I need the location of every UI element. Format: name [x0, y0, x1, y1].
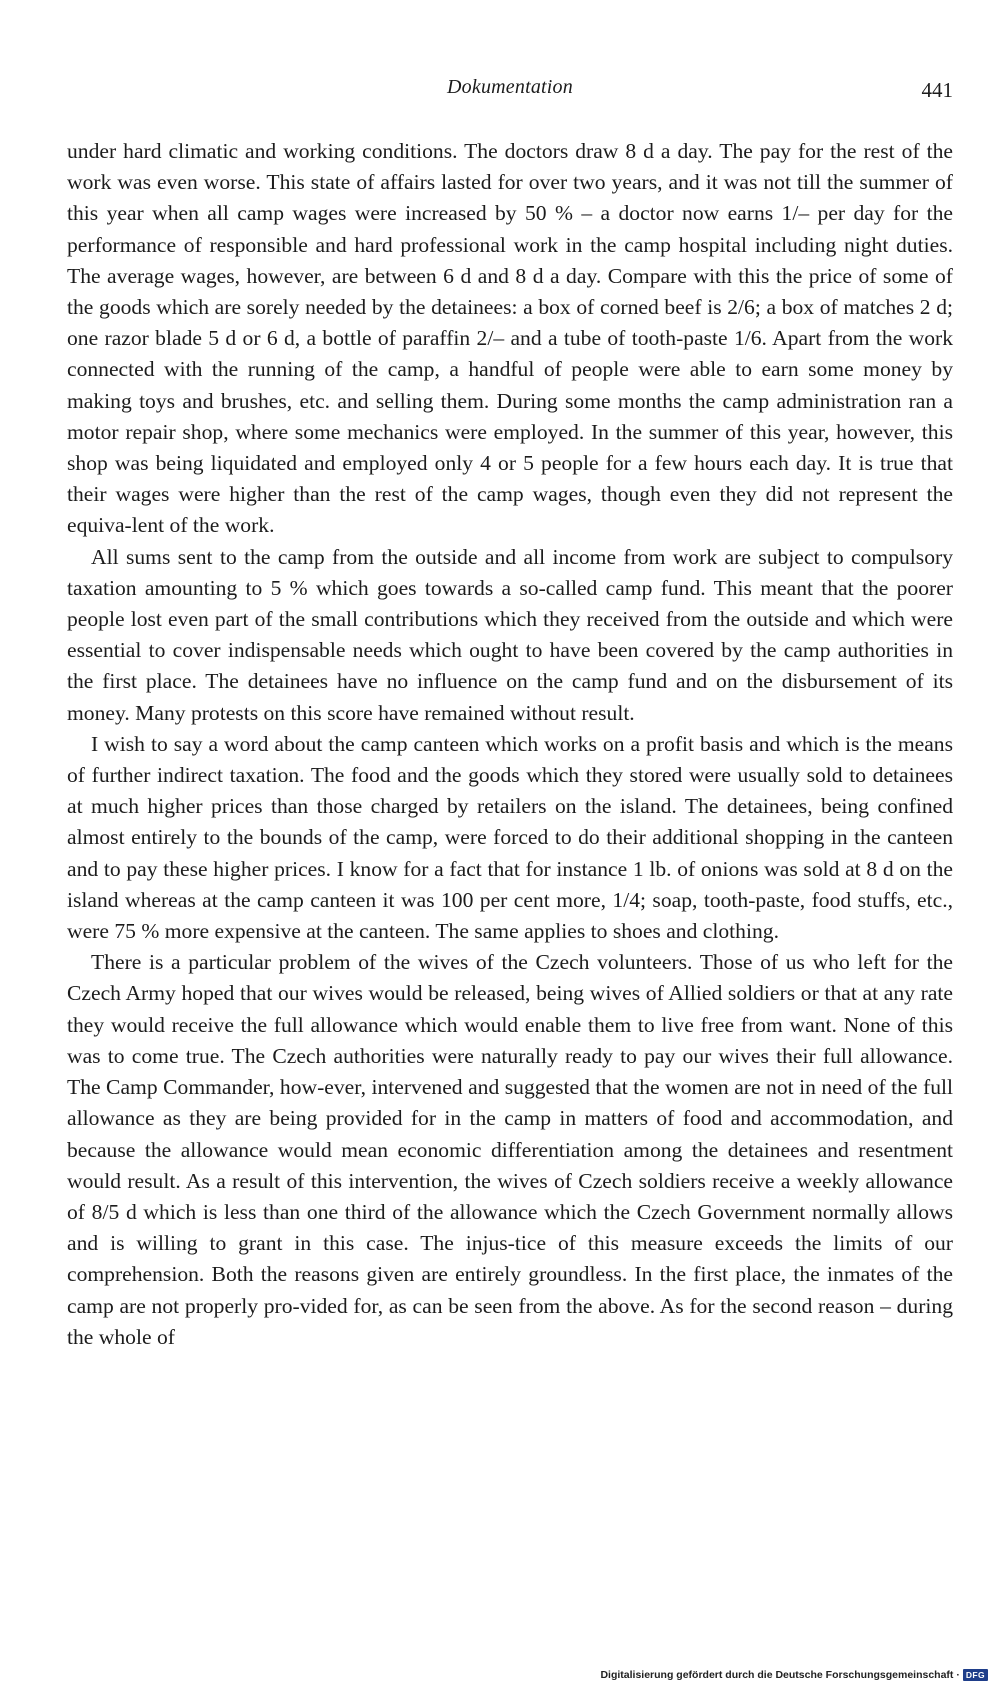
digitization-credit-text: Digitalisierung gefördert durch die Deutsche Forschungsgemeinschaft · — [600, 1669, 960, 1681]
digitization-credit — [600, 1669, 988, 1681]
running-head — [67, 76, 953, 110]
paragraph: under hard climatic and working conditions. The doctors draw 8 d a day. The pay for the rest of the work was even worse. This state of affairs lasted for over two years, and it was not till the summer of this year when all camp wages were increased by 50 % – a doctor now earns 1/– per day for the performance of responsible and hard professional work in the camp hospital including night duties. The average wages, however, are between 6 d and 8 d a day. Compare with this the price of some of the goods which are sorely needed by the detainees: a box of corned beef is 2/6; a box of matches 2 d; one razor blade 5 d or 6 d, a bottle of paraffin 2/– and a tube of tooth-paste 1/6. Apart from the work connected with the running of the camp, a handful of people were able to earn some money by making toys and brushes, etc. and selling them. During some months the camp administration ran a motor repair shop, where some mechanics were employed. In the summer of this year, however, this shop was being liquidated and employed only 4 or 5 people for a few hours each day. It is true that their wages were higher than the rest of the camp wages, though even they did not represent the equiva-lent of the work. — [67, 139, 953, 538]
paragraph: There is a particular problem of the wives of the Czech volunteers. Those of us who left for the Czech Army hoped that our wives would be released, being wives of Allied soldiers or that at any rate they would receive the full allowance which would enable them to live free from want. None of this was to come true. The Czech authorities were naturally ready to pay our wives their full allowance. The Camp Commander, how-ever, intervened and suggested that the women are not in need of the full allowance as they are being provided for in the camp in matters of food and accommodation, and because the allowance would mean economic differentiation among the detainees and resentment would result. As a result of this intervention, the wives of Czech soldiers receive a weekly allowance of 8/5 d which is less than one third of the allowance which the Czech Government normally allows and is willing to grant in this case. The injus-tice of this measure exceeds the limits of our comprehension. Both the reasons given are entirely groundless. In the first place, the inmates of the camp are not properly pro-vided for, as can be seen from the above. As for the second reason – during the whole of — [67, 950, 953, 1349]
paragraph: I wish to say a word about the camp canteen which works on a profit basis and which is the means of further indirect taxation. The food and the goods which they stored were usually sold to detainees at much higher prices than those charged by retailers on the island. The detainees, being confined almost entirely to the bounds of the camp, were forced to do their additional shopping in the canteen and to pay these higher prices. I know for a fact that for instance 1 lb. of onions was sold at 8 d on the island whereas at the camp canteen it was 100 per cent more, 1/4; soap, tooth-paste, food stuffs, etc., were 75 % more expensive at the canteen. The same applies to shoes and clothing. — [67, 731, 953, 944]
paragraph: All sums sent to the camp from the outside and all income from work are subject to compulsory taxation amounting to 5 % which goes towards a so-called camp fund. This meant that the poorer people lost even part of the small contributions which they received from the outside and which were essential to cover indispensable needs which ought to have been covered by the camp authorities in the first place. The detainees have no influence on the camp fund and on the disbursement of its money. Many protests on this score have remained without result. — [67, 544, 953, 725]
page-number: 441 — [921, 78, 953, 102]
running-head-title: Dokumentation — [447, 76, 573, 98]
body-text — [67, 136, 953, 1353]
dfg-logo: DFG — [963, 1669, 988, 1681]
